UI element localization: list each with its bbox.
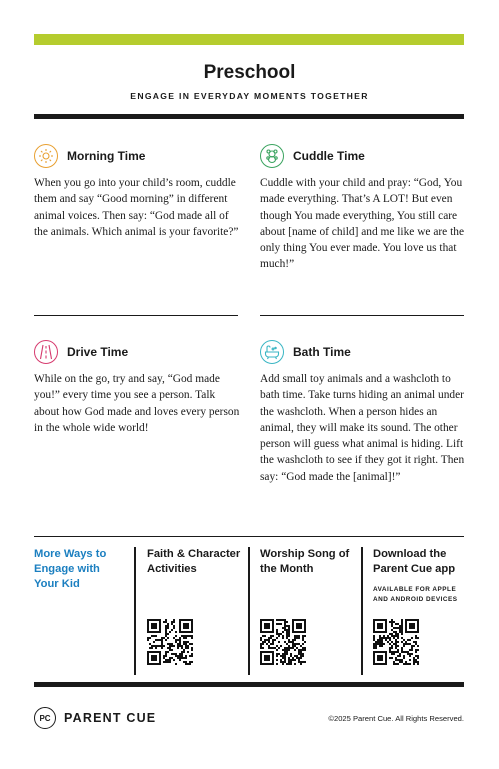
- header-divider: [34, 114, 464, 119]
- logo-wordmark: PARENT CUE: [64, 711, 157, 725]
- parent-cue-logo: [34, 707, 156, 729]
- footer-divider: [34, 682, 464, 687]
- divider: [34, 315, 238, 316]
- section-morning-time: [34, 143, 240, 240]
- road-icon: [34, 340, 58, 364]
- section-body: Add small toy animals and a washcloth to bath time. Take turns hiding an animal under the washcloth. When a person hides an animal, they will make its sound. The other person will guess what animal is hiding. Lift the washcloth to see if they got it right. Then say: “God made the [animal]!”: [260, 373, 465, 483]
- column-divider: [248, 547, 250, 675]
- divider: [260, 315, 464, 316]
- bathtub-icon: [260, 340, 284, 364]
- resources-row: [34, 536, 464, 677]
- column-divider: [134, 547, 136, 675]
- more-ways-heading: More Ways to Engage with Your Kid: [34, 548, 107, 590]
- qr-code-worship[interactable]: [260, 619, 306, 665]
- worship-song-column: [260, 547, 354, 577]
- worship-song-title: Worship Song of the Month: [260, 548, 350, 575]
- section-title: Bath Time: [293, 345, 351, 359]
- logo-mark-icon: PC: [34, 707, 56, 729]
- section-body: Cuddle with your child and pray: “God, You made everything. That’s A LOT! But even though You made everything, You still care about [name of child] and me like we are the only thing You ever made. You love us that much!”: [260, 177, 464, 271]
- faith-activities-column: [147, 547, 241, 577]
- qr-code-app[interactable]: [373, 619, 419, 665]
- faith-activities-title: Faith & Character Activities: [147, 548, 241, 575]
- section-title: Morning Time: [67, 149, 146, 163]
- section-title: Cuddle Time: [293, 149, 365, 163]
- section-cuddle-time: [260, 143, 466, 273]
- section-body: When you go into your child’s room, cuddle them and say “Good morning” in different animal voices. Then say: “God made all of the animals. Which animal is your favorite?”: [34, 177, 239, 238]
- app-download-column: [373, 547, 467, 605]
- app-download-title: Download the Parent Cue app: [373, 548, 456, 575]
- qr-code-faith[interactable]: [147, 619, 193, 665]
- column-divider: [361, 547, 363, 675]
- section-bath-time: [260, 339, 466, 485]
- section-body: While on the go, try and say, “God made you!” every time you see a person. Talk about how God made and loves every person in the whole wide world!: [34, 373, 240, 434]
- app-availability-note: AVAILABLE FOR APPLE AND ANDROID DEVICES: [373, 586, 458, 603]
- copyright-text: ©2025 Parent Cue. All Rights Reserved.: [328, 714, 464, 723]
- teddy-bear-icon: [260, 144, 284, 168]
- section-title: Drive Time: [67, 345, 129, 359]
- sun-icon: [34, 144, 58, 168]
- accent-bar: [34, 34, 464, 45]
- section-drive-time: [34, 339, 240, 436]
- page-subtitle: ENGAGE IN EVERYDAY MOMENTS TOGETHER: [130, 91, 369, 101]
- page-title: Preschool: [203, 62, 296, 83]
